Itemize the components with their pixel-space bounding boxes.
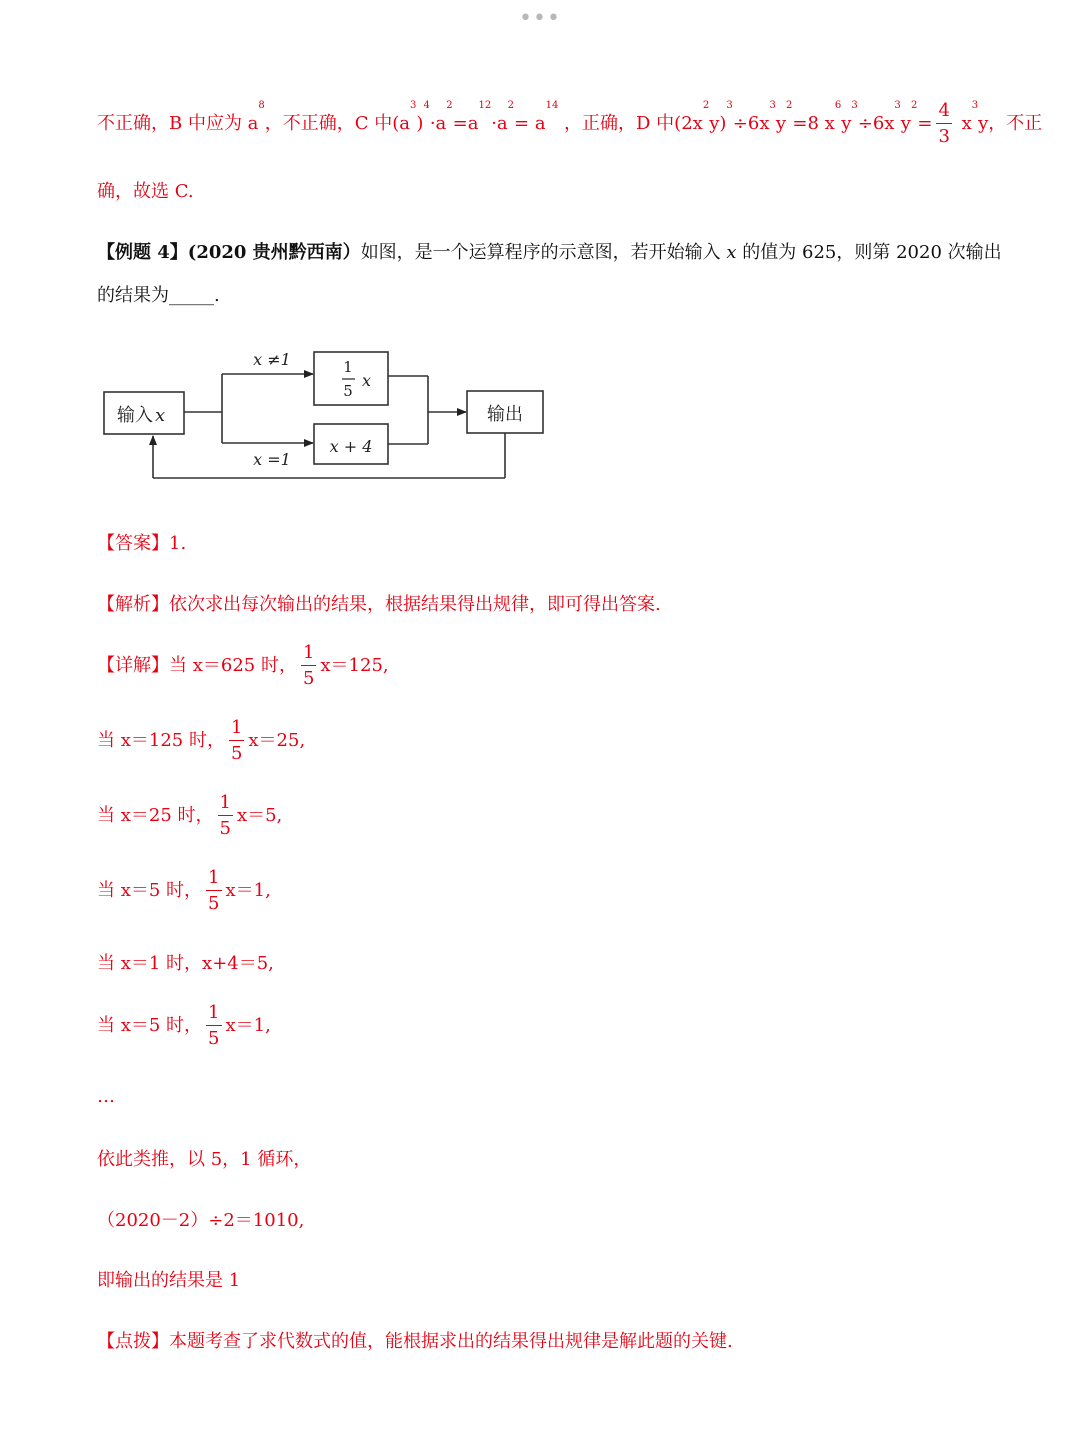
- fifth-denominator: 5: [343, 382, 353, 400]
- condition-not-one: x ≠1: [253, 350, 291, 369]
- condition-equals-one: x =1: [253, 450, 291, 469]
- prev-solution-line-1: 不正确，B 中应为 $a^8$，不正确，C 中$(a^3)^4\cdot a^2=a^{12}\cdot a^2= a^{14}$ ，正确，D 中$(2x^2y)^3\div 6x^3y^2=8$ $x^6y^3\div 6x^3y^2=$ $\frac{4}{3}$ $x^3y$，不正: [97, 100, 1043, 147]
- detail-calc: （2020－2）÷2＝1010,: [97, 1210, 305, 1231]
- detail-step-2: 当 x＝125 时， $\frac{1}{5}$ x＝25,: [97, 717, 306, 764]
- flowchart: [0, 330, 600, 500]
- output-box-label: 输出: [487, 404, 523, 425]
- detail-step-4: 当 x＝5 时， $\frac{1}{5}$ x＝1,: [97, 867, 271, 914]
- input-box-label: 输入 x: [117, 405, 166, 426]
- example-source: (2020 贵州黔西南）: [187, 242, 361, 263]
- example-label: 【例题 4】: [97, 242, 188, 263]
- tip-line: 【点拨】本题考查了求代数式的值，能根据求出的结果得出规律是解此题的关键.: [97, 1331, 733, 1352]
- detail-result: 即输出的结果是 1: [97, 1270, 241, 1291]
- analysis-line: 【解析】依次求出每次输出的结果，根据结果得出规律，即可得出答案.: [97, 594, 661, 615]
- prev-solution-line-2: 确，故选 C.: [97, 181, 194, 202]
- example-question-line-2: 的结果为_____.: [97, 285, 220, 306]
- detail-step-3: 当 x＝25 时， $\frac{1}{5}$ x＝5,: [97, 792, 283, 839]
- detail-step-1: 【详解】当 x＝625 时， $\frac{1}{5}$ x＝125,: [97, 642, 389, 689]
- detail-step-5: 当 x＝1 时，x+4＝5,: [97, 953, 274, 974]
- detail-cycle: 依此类推，以 5，1 循环，: [97, 1149, 312, 1170]
- example-question-line-1: 【例题 4】(2020 贵州黔西南）如图，是一个运算程序的示意图，若开始输入 x 的值为 625，则第 2020 次输出: [97, 242, 1002, 263]
- answer-line: 【答案】1.: [97, 533, 187, 554]
- x-plus-four-label: x + 4: [329, 437, 373, 456]
- fifth-variable: x: [362, 371, 372, 390]
- fifth-numerator: 1: [343, 358, 353, 376]
- detail-ellipsis: …: [97, 1086, 115, 1107]
- more-options-icon[interactable]: •••: [519, 6, 561, 31]
- fraction-four-thirds: $\frac{4}{3}$: [938, 100, 950, 147]
- detail-step-6: 当 x＝5 时， $\frac{1}{5}$ x＝1,: [97, 1002, 271, 1049]
